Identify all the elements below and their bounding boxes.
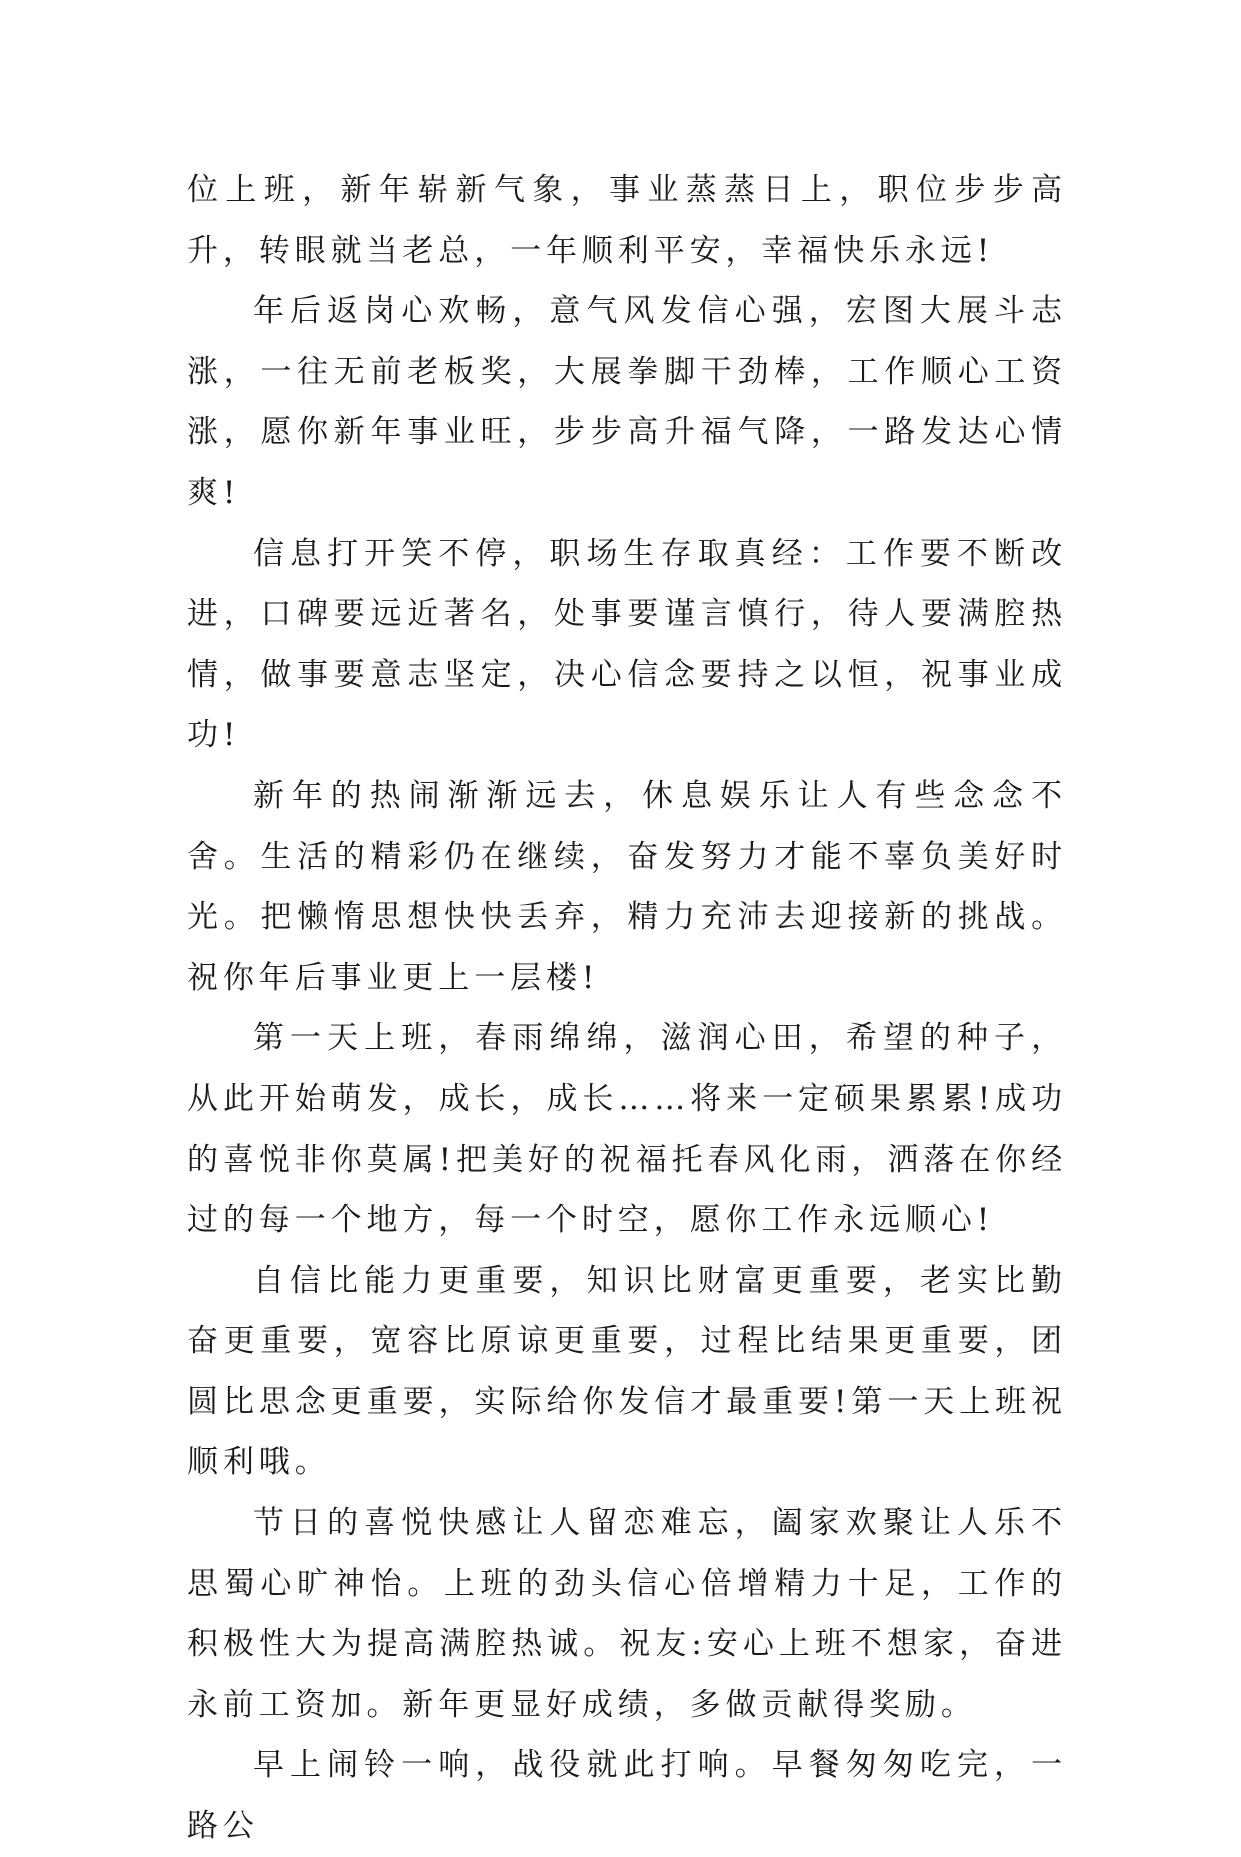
paragraph-1: 位上班，新年崭新气象，事业蒸蒸日上，职位步步高升，转眼就当老总，一年顺利平安，幸福快乐永远! (187, 172, 1067, 269)
paragraph-5: 第一天上班，春雨绵绵，滋润心田，希望的种子，从此开始萌发，成长，成长……将来一定硕果累累!成功的喜悦非你莫属!把美好的祝福托春风化雨，洒落在你经过的每一个地方，每一个时空，愿你工作永远顺心! (187, 1020, 1067, 1239)
paragraph-2: 年后返岗心欢畅，意气风发信心强，宏图大展斗志涨，一往无前老板奖，大展拳脚干劲棒，工作顺心工资涨，愿你新年事业旺，步步高升福气降，一路发达心情爽! (187, 293, 1067, 511)
paragraph-3: 信息打开笑不停，职场生存取真经：工作要不断改进，口碑要远近著名，处事要谨言慎行，待人要满腔热情，做事要意志坚定，决心信念要持之以恒，祝事业成功! (187, 535, 1067, 754)
paragraph-6: 自信比能力更重要，知识比财富更重要，老实比勤奋更重要，宽容比原谅更重要，过程比结果更重要，团圆比思念更重要，实际给你发信才最重要!第一天上班祝顺利哦。 (187, 1262, 1067, 1481)
paragraph-8: 早上闹铃一响，战役就此打响。早餐匆匆吃完，一路公 (187, 1747, 1067, 1845)
paragraph-7: 节日的喜悦快感让人留恋难忘，阖家欢聚让人乐不思蜀心旷神怡。上班的劲头信心倍增精力十足，工作的积极性大为提高满腔热诚。祝友:安心上班不想家，奋进永前工资加。新年更显好成绩，多做贡献得奖励。 (187, 1505, 1067, 1723)
document-body (187, 160, 1067, 1857)
paragraph-4: 新年的热闹渐渐远去，休息娱乐让人有些念念不舍。生活的精彩仍在继续，奋发努力才能不辜负美好时光。把懒惰思想快快丢弃，精力充沛去迎接新的挑战。祝你年后事业更上一层楼! (187, 777, 1067, 996)
